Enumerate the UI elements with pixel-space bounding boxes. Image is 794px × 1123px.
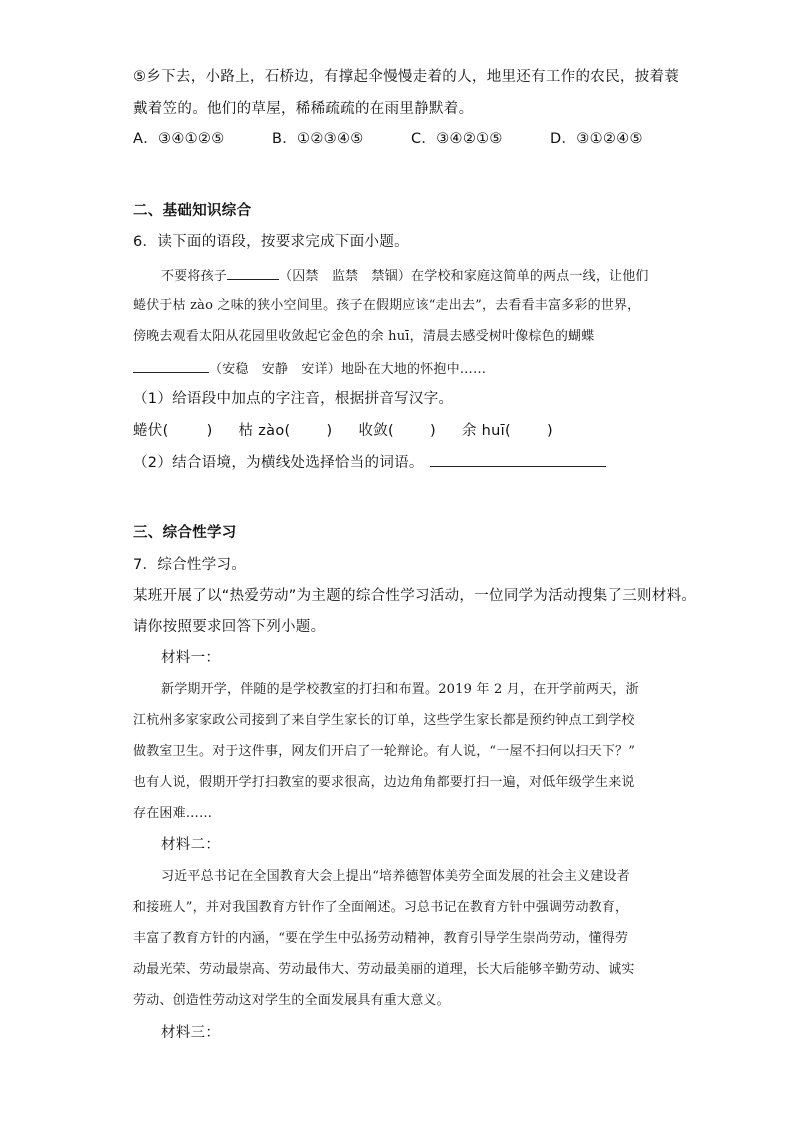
- material3-label: 材料三：: [161, 1025, 221, 1041]
- fill-4-label: 余 huī(: [461, 423, 511, 439]
- material2-label: 材料二：: [161, 837, 221, 853]
- material2-line: 丰富了教育方针的内涵，“要在学生中弘扬劳动精神，教育引导学生崇尚劳动，懂得劳: [133, 931, 629, 946]
- answer-blank-2[interactable]: [133, 358, 209, 373]
- passage-line1-end: （囚禁 监禁 禁锢）在学校和家庭这简单的两点一线，让他们: [279, 269, 649, 284]
- passage-line2: 蜷伏于枯 zào 之味的狭小空间里。孩子在假期应该“走出去”，去看看丰富多彩的世界，: [133, 298, 641, 313]
- q7-intro-line2: 请你按照要求回答下列小题。: [133, 619, 326, 635]
- fill-1-close: ): [206, 423, 213, 439]
- q7-intro-line1: 某班开展了以“热爱劳动”为主题的综合性学习活动，一位同学为活动搜集了三则材料。: [133, 588, 697, 604]
- fill-2-label: 枯 zào(: [238, 423, 291, 439]
- material1-line: 也有人说，假期开学打扫教室的要求很高，边边角角都要打扫一遍，对低年级学生来说: [133, 775, 635, 790]
- material1-label: 材料一：: [161, 650, 221, 666]
- material2-line: 和接班人”，并对我国教育方针作了全面阐述。习总书记在教育方针中强调劳动教育，: [133, 900, 629, 915]
- section2-heading: 二、基础知识综合: [133, 203, 252, 219]
- q6-sub2: （2）结合语境，为横线处选择恰当的词语。: [133, 455, 424, 471]
- material1-line: 江杭州多家家政公司接到了来自学生家长的订单，这些学生家长都是预约钟点工到学校: [133, 713, 635, 728]
- fill-3-close: ): [430, 423, 436, 439]
- fill-3-label: 收敛(: [358, 423, 394, 439]
- q6-fill-row: [133, 421, 553, 441]
- fill-1-label: 蜷伏(: [133, 423, 169, 439]
- fill-4-close: ): [546, 423, 553, 439]
- passage-line1: [161, 265, 649, 287]
- option-a[interactable]: A．③④①②⑤: [133, 131, 225, 147]
- material2-line: 动最光荣、劳动最崇高、劳动最伟大、劳动最美丽的道理，长大后能够辛勤劳动、诚实: [133, 962, 635, 977]
- material2-line: 习近平总书记在全国教育大会上提出“培养德智体美劳全面发展的社会主义建设者: [161, 869, 630, 884]
- material1-line: 做教室卫生。对于这件事，网友们开启了一轮辩论。有人说，“一屋不扫何以扫天下？”: [133, 744, 636, 759]
- q5-item5-line1: ⑤乡下去，小路上，石桥边，有撑起伞慢慢走着的人，地里还有工作的农民，披着蓑: [133, 69, 680, 85]
- q6-sub2-row: [133, 452, 606, 473]
- q6-sub1: （1）给语段中加点的字注音，根据拼音写汉字。: [133, 391, 454, 407]
- answer-blank-1[interactable]: [227, 265, 279, 280]
- q6-title: 6．读下面的语段，按要求完成下面小题。: [133, 234, 409, 250]
- q5-item5-line2: 戴着笠的。他们的草屋，稀稀疏疏的在雨里静默着。: [133, 101, 474, 117]
- q7-title: 7．综合性学习。: [133, 557, 247, 573]
- section3-heading: 三、综合性学习: [133, 525, 237, 541]
- passage-line4: [133, 358, 486, 380]
- fill-2-close: ): [326, 423, 333, 439]
- material2-line: 劳动、创造性劳动这对学生的全面发展具有重大意义。: [133, 993, 450, 1008]
- option-c[interactable]: C．③④②①⑤: [411, 131, 503, 147]
- option-d[interactable]: D．③①②④⑤: [550, 131, 643, 147]
- passage-line3: 傍晚去观看太阳从花园里收敛起它金色的余 huī，清晨去感受树叶像棕色的蝴蝶: [133, 329, 595, 344]
- passage-line1-start: 不要将孩子: [161, 269, 228, 284]
- answer-blank-3[interactable]: [430, 452, 606, 467]
- q5-options: [133, 129, 689, 149]
- option-b[interactable]: B．①②③④⑤: [272, 131, 364, 147]
- material1-line: 存在困难……: [133, 806, 213, 821]
- material1-line: 新学期开学，伴随的是学校教室的打扫和布置。2019 年 2 月，在开学前两天，浙: [161, 682, 639, 697]
- passage-line4-end: （安稳 安静 安详）地卧在大地的怀抱中……: [209, 362, 487, 377]
